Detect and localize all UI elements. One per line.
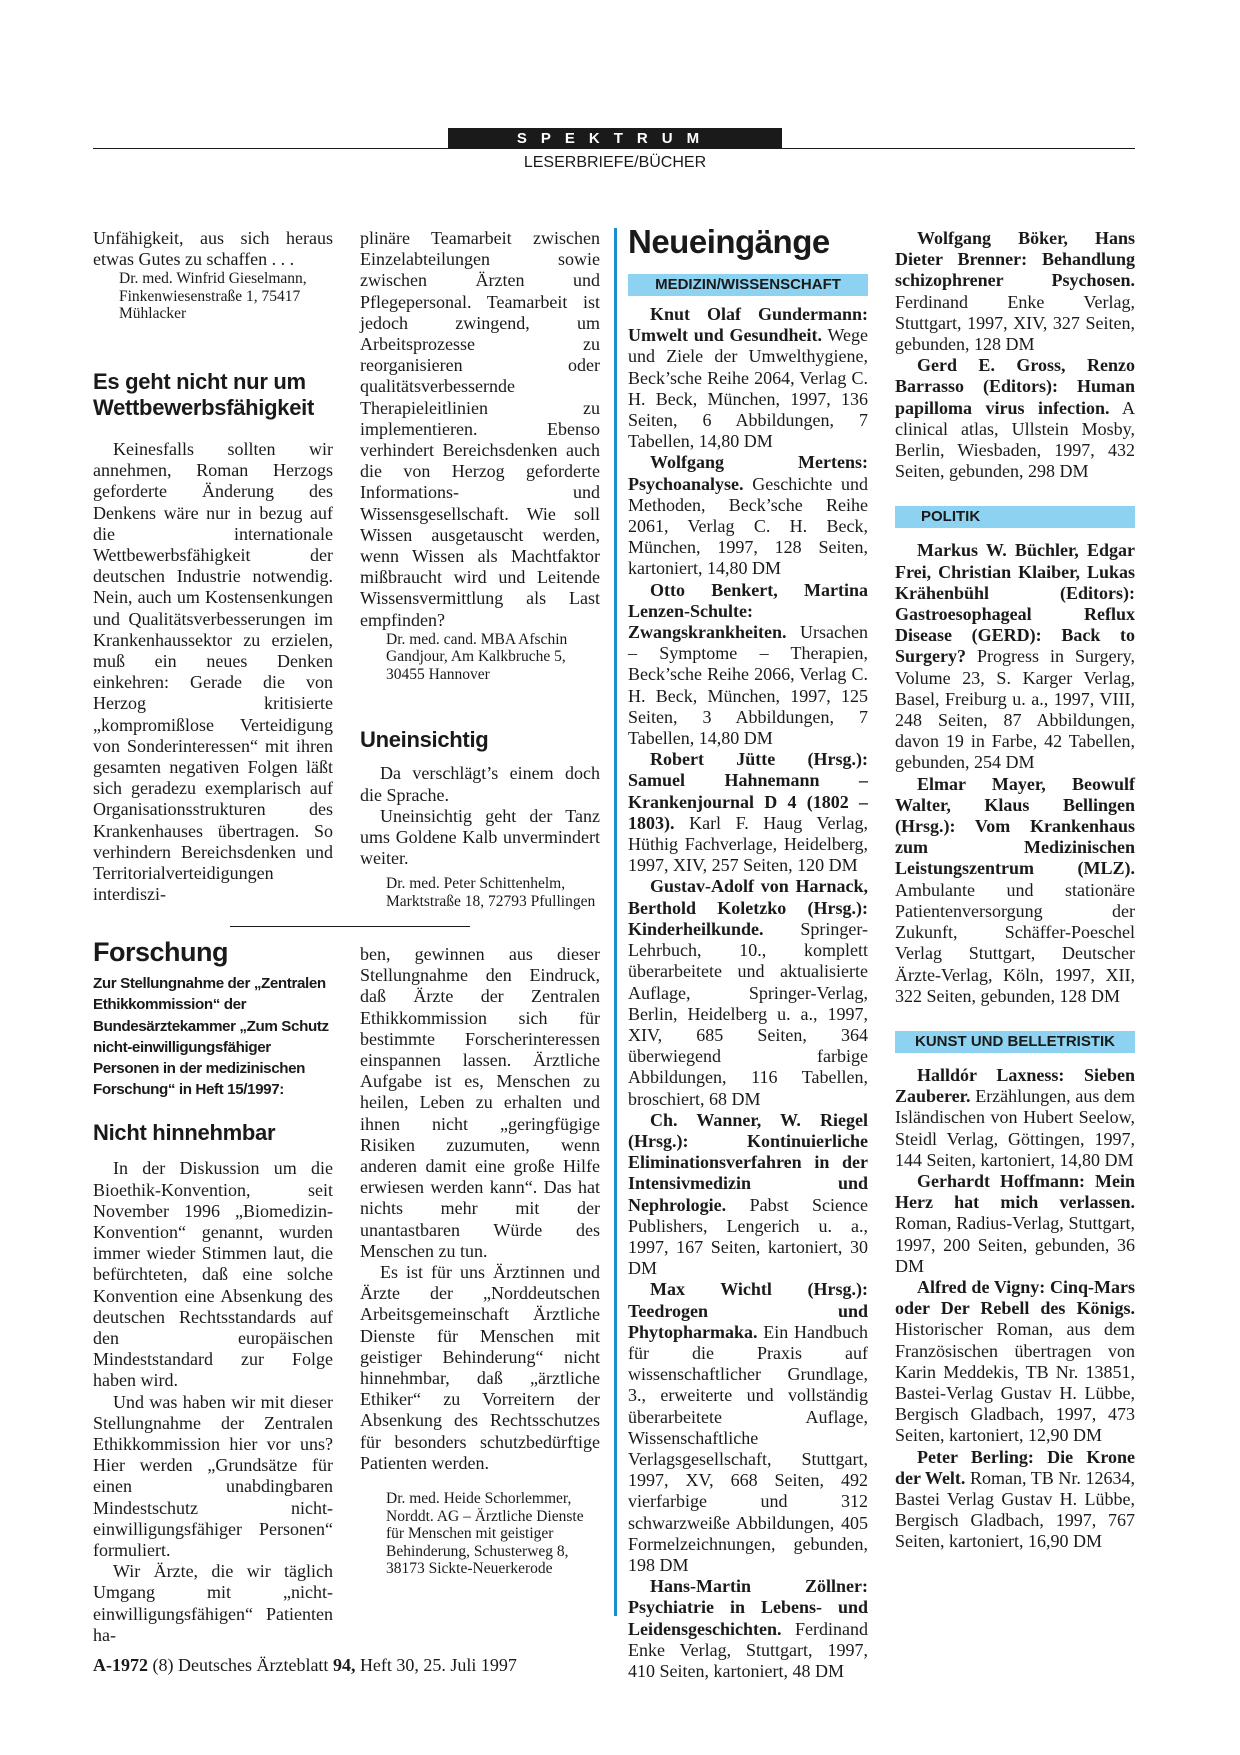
book-list bbox=[895, 1065, 1135, 1553]
column-2-top bbox=[360, 228, 600, 910]
book-details: Roman, Radius-Verlag, Stuttgart, 1997, 200 Seiten, gebunden, 36 DM bbox=[895, 1213, 1135, 1276]
book-entry bbox=[895, 355, 1135, 482]
book-entry bbox=[628, 1110, 868, 1280]
book-details: Progress in Surgery, Volume 23, S. Karger Verlag, Basel, Freiburg u. a., 1997, VIII, 248 Seiten, 87 Abbildungen, davon 19 in Farbe, 42 Tabellen, gebunden, 254 DM bbox=[895, 646, 1135, 773]
neueingaenge-title: Neueingänge bbox=[628, 223, 830, 260]
book-author-title: Wolfgang Mertens: Psychoanalyse. bbox=[628, 452, 868, 494]
book-author-title: Wolfgang Böker, Hans Dieter Brenner: Behandlung schizophrener Psychosen. bbox=[895, 228, 1135, 291]
book-author-title: Markus W. Büchler, Edgar Frei, Christian Klaiber, Lukas Krähenbühl (Editors): Gastroesophageal Reflux Disease (GERD): Back to Surgery? bbox=[895, 540, 1135, 667]
divider-rule bbox=[230, 926, 470, 927]
book-entry bbox=[895, 774, 1135, 1007]
book-details: A clinical atlas, Ullstein Mosby, Berlin, Wiesbaden, 1997, 432 Seiten, gebunden, 298 DM bbox=[895, 397, 1135, 482]
book-details: Wege und Ziele der Umwelthygiene, Beck’sche Reihe 2064, Verlag C. H. Beck, München, 1997, 136 Seiten, 6 Abbildungen, 7 Tabellen, 14,80 DM bbox=[628, 325, 869, 452]
book-details: Ein Handbuch für die Praxis auf wissenschaftlicher Grundlage, 3., erweiterte und vollständig überarbeitete Auflage, Wissenschaftliche Verlagsgesellschaft, Stuttgart, 1997, XV, 668 Seiten, 492 vierfarbige und 312 schwarzweiße Abbildungen, 405 Formelzeichnungen, gebunden, 198 DM bbox=[628, 1321, 868, 1575]
letter-body: Uneinsichtig geht der Tanz ums Goldene Kalb unvermindert weiter. bbox=[360, 805, 600, 869]
book-entry bbox=[628, 749, 868, 876]
category-politik: POLITIK bbox=[895, 506, 1135, 528]
subsection-label: LESERBRIEFE/BÜCHER bbox=[523, 154, 707, 171]
book-list bbox=[895, 228, 1135, 482]
letter-heading: Es geht nicht nur um Wettbewerbsfähigkeit bbox=[93, 368, 314, 420]
book-author-title: Halldór Laxness: Sieben Zauberer. bbox=[895, 1064, 1135, 1107]
book-entry bbox=[628, 1279, 868, 1576]
footer-text: Heft 30, 25. Juli 1997 bbox=[355, 1655, 517, 1675]
book-details: Karl F. Haug Verlag, Hüthig Fachverlage, Heidelberg, 1997, XIV, 257 Seiten, 120 DM bbox=[628, 812, 868, 876]
book-list bbox=[628, 304, 868, 1682]
column-3 bbox=[628, 222, 868, 1682]
book-entry bbox=[628, 876, 868, 1109]
book-details: Ursachen – Symptome – Therapien, Beck’sche Reihe 2066, Verlag C. H. Beck, München, 1997, 125 Seiten, 3 Abbildungen, 7 Tabellen, 14,80 DM bbox=[628, 622, 868, 749]
book-details: Ferdinand Enke Verlag, Stuttgart, 1997, 410 Seiten, kartoniert, 48 DM bbox=[628, 1618, 868, 1681]
intro-text: Zur Stellungnahme der „Zentralen Ethikkommission“ der Bundesärztekammer „Zum Schutz nicht-einwilligungsfähiger Personen in der medizinischen Forschung“ in Heft 15/1997: bbox=[93, 975, 329, 1099]
category-medizin: MEDIZIN/WISSENSCHAFT bbox=[628, 274, 868, 296]
category-kunst: KUNST UND BELLETRISTIK bbox=[895, 1031, 1135, 1053]
book-author-title: Elmar Mayer, Beowulf Walter, Klaus Bellingen (Hrsg.): Vom Krankenhaus zum Medizinischen Leistungszentrum (MLZ). bbox=[895, 773, 1135, 879]
book-details: Ambulante und stationäre Patientenversorgung der Zukunft, Schäffer-Poeschel Verlag Stuttgart, Deutscher Ärzte-Verlag, Köln, 1997, XII, 322 Seiten, gebunden, 128 DM bbox=[895, 879, 1135, 1006]
letter-signature: Dr. med. cand. MBA Afschin Gandjour, Am Kalkbruche 5, 30455 Hannover bbox=[386, 630, 568, 683]
letter-heading: Nicht hinnehmbar bbox=[93, 1120, 276, 1146]
letter-signature: Dr. med. Winfrid Gieselmann, Finkenwiesenstraße 1, 75417 Mühlacker bbox=[119, 270, 307, 323]
column-2-bottom bbox=[360, 944, 600, 1578]
book-author-title: Ch. Wanner, W. Riegel (Hrsg.): Kontinuierliche Eliminationsverfahren in der Intensivmedizin und Nephrologie. bbox=[628, 1109, 868, 1215]
book-author-title: Knut Olaf Gundermann: Umwelt und Gesundheit. bbox=[628, 304, 868, 346]
book-details: Pabst Science Publishers, Lengerich u. a., 1997, 167 Seiten, kartoniert, 30 DM bbox=[628, 1194, 868, 1279]
book-author-title: Max Wichtl (Hrsg.): Teedrogen und Phytopharmaka. bbox=[628, 1279, 868, 1342]
book-entry bbox=[628, 580, 868, 750]
letter-body: ben, gewinnen aus dieser Stellungnahme den Eindruck, daß Ärzte der Zentralen Ethikkommission sich für bestimmte Forscherinteressen einspannen lassen. Ärztliche Aufgabe ist es, Menschen zu heilen, Leben zu erhalten und ihnen nicht „geringfügige Risiken zuzumuten, wenn anderen damit eine große Hilfe erwiesen werden kann“. Das hat nichts mehr mit der unantastbaren Würde des Menschen zu tun. bbox=[360, 944, 600, 1261]
book-entry bbox=[895, 1065, 1135, 1171]
page-footer bbox=[93, 1655, 517, 1676]
book-author-title: Alfred de Vigny: Cinq-Mars oder Der Rebell des Königs. bbox=[895, 1276, 1135, 1319]
column-1-bottom bbox=[93, 937, 333, 1646]
book-entry bbox=[895, 1277, 1135, 1447]
book-entry bbox=[895, 1171, 1135, 1277]
letter-body: Es ist für uns Ärztinnen und Ärzte der „Norddeutschen Arbeitsgemeinschaft Ärztliche Dienste für Menschen mit geistiger Behinderung“ nicht hinnehmbar, daß „ärztliche Ethiker“ zu Vorreitern der Absenkung des Rechtsschutzes für besonders schutzbedürftige Patienten werden. bbox=[360, 1262, 600, 1473]
book-details: Geschichte und Methoden, Beck’sche Reihe 2061, Verlag C. H. Beck, München, 1997, 128 Seiten, kartoniert, 14,80 DM bbox=[628, 473, 868, 579]
column-4 bbox=[895, 228, 1135, 1553]
book-author-title: Robert Jütte (Hrsg.): Samuel Hahnemann – Krankenjournal D 4 (1802 – 1803). bbox=[628, 749, 868, 833]
section-label: SPEKTRUM bbox=[448, 128, 782, 149]
book-entry bbox=[628, 1576, 868, 1682]
book-details: Ferdinand Enke Verlag, Stuttgart, 1997, XIV, 327 Seiten, gebunden, 128 DM bbox=[895, 291, 1135, 355]
header-rule bbox=[93, 148, 1135, 149]
letter-body: plinäre Teamarbeit zwischen Einzelabteilungen sowie zwischen Ärzten und Pflegepersonal. Teamarbeit ist jedoch zwingend, um Arbeitsprozesse zu reorganisieren oder qualitätsverbessernde Therapieleitlinien zu implementieren. Ebenso verhindert Bereichsdenken auch die von Herzog geforderte Informations- und Wissensgesellschaft. Wie soll Wissen ausgetauscht werden, wenn Wissen als Machtfaktor mißbraucht wird und Leitende Wissensvermittlung als Last empfinden? bbox=[360, 228, 600, 630]
letter-body: Und was haben wir mit dieser Stellungnahme der Zentralen Ethikkommission hier vor uns? Hier werden „Grundsätze für einen unabdingbaren Mindestschutz nicht-einwilligungsfähiger Personen“ formuliert. bbox=[93, 1391, 333, 1561]
letter-continuation: Unfähigkeit, aus sich heraus etwas Gutes zu schaffen . . . bbox=[93, 228, 333, 270]
book-author-title: Gerhardt Hoffmann: Mein Herz hat mich verlassen. bbox=[895, 1170, 1135, 1213]
letter-heading: Uneinsichtig bbox=[360, 727, 489, 753]
blue-column-rule bbox=[614, 228, 617, 1616]
footer-volume: 94, bbox=[332, 1655, 356, 1675]
letter-signature: Dr. med. Heide Schorlemmer, Norddt. AG – Ärztliche Dienste für Menschen mit geistiger Behinderung, Schusterweg 8, 38173 Sickte-Neuerkerode bbox=[386, 1490, 584, 1578]
letter-body: Da verschlägt’s einem doch die Sprache. bbox=[360, 763, 600, 805]
page-number: A-1972 bbox=[93, 1655, 148, 1675]
book-details: Roman, TB Nr. 12634, Bastei Verlag Gustav H. Lübbe, Bergisch Gladbach, 1997, 767 Seiten, kartoniert, 16,90 DM bbox=[895, 1467, 1135, 1552]
letter-body: Keinesfalls sollten wir annehmen, Roman Herzogs geforderte Änderung des Denkens wäre nur in bezug auf die internationale Wettbewerbsfähigkeit der deutschen Industrie notwendig. Nein, auch um Kostensenkungen und Qualitätsverbesserungen im Krankenhaussektor zu erzielen, muß ein neues Denken einkehren: Gerade die von Herzog kritisierte „kompromißlose Verteidigung von Sonderinteressen“ mit ihren gesamten negativen Folgen läßt sich geradezu exemplarisch auf Organisationsstrukturen des Krankenhauses übertragen. So verhindern Bereichsdenken und Territorialverteidigungen interdiszi- bbox=[93, 438, 333, 905]
book-list bbox=[895, 540, 1135, 1006]
book-author-title: Peter Berling: Die Krone der Welt. bbox=[895, 1446, 1135, 1488]
book-details: Springer-Lehrbuch, 10., komplett überarbeitete und aktualisierte Auflage, Springer-Verlag, Berlin, Heidelberg u. a., 1997, XIV, 685 Seiten, 364 überwiegend farbige Abbildungen, 116 Tabellen, broschiert, 68 DM bbox=[628, 918, 868, 1109]
book-details: Historischer Roman, aus dem Französischen übertragen von Karin Meddekis, TB Nr. 13851, Bastei-Verlag Gustav H. Lübbe, Bergisch Gladbach, 1997, 473 Seiten, kartoniert, 12,90 DM bbox=[895, 1319, 1135, 1446]
book-author-title: Gustav-Adolf von Harnack, Berthold Koletzko (Hrsg.): Kinderheilkunde. bbox=[628, 876, 868, 939]
book-entry bbox=[895, 228, 1135, 355]
book-author-title: Gerd E. Gross, Renzo Barrasso (Editors): Human papilloma virus infection. bbox=[895, 355, 1135, 418]
book-entry bbox=[628, 452, 868, 579]
letter-signature: Dr. med. Peter Schittenhelm, Marktstraße 18, 72793 Pfullingen bbox=[386, 875, 596, 910]
book-entry bbox=[895, 540, 1135, 773]
book-author-title: Hans-Martin Zöllner: Psychiatrie in Lebens- und Leidensgeschichten. bbox=[628, 1576, 868, 1639]
book-details: Erzählungen, aus dem Isländischen von Hubert Seelow, Steidl Verlag, Göttingen, 1997, 144 Seiten, kartoniert, 14,80 DM bbox=[895, 1086, 1135, 1170]
footer-text: (8) Deutsches Ärzteblatt bbox=[148, 1655, 333, 1675]
column-1-top bbox=[93, 228, 333, 905]
book-entry bbox=[895, 1447, 1135, 1553]
section-title: Forschung bbox=[93, 937, 228, 967]
letter-body: In der Diskussion um die Bioethik-Konvention, seit November 1996 „Biomedizin-Konvention“ genannt, wurden immer wieder Stimmen laut, die befürchteten, daß eine solche Konvention eine Absenkung des deutschen Rechtsstandards auf den europäischen Mindeststandard zur Folge haben wird. bbox=[93, 1158, 333, 1391]
letter-body: Wir Ärzte, die wir täglich Umgang mit „nicht-einwilligungsfähigen“ Patienten ha- bbox=[93, 1561, 333, 1645]
book-author-title: Otto Benkert, Martina Lenzen-Schulte: Zwangskrankheiten. bbox=[628, 579, 868, 643]
book-entry bbox=[628, 304, 868, 452]
